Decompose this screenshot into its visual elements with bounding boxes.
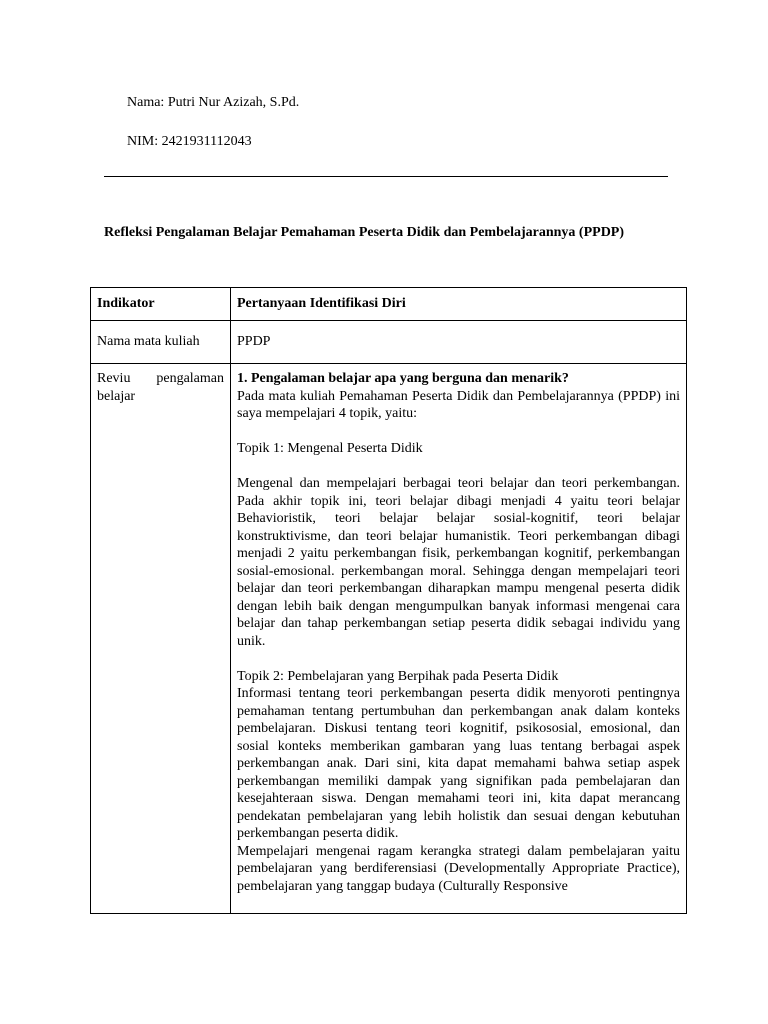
course-value: PPDP [231, 321, 687, 364]
table-row [91, 321, 687, 364]
reflection-table [90, 287, 687, 914]
document-title: Refleksi Pengalaman Belajar Pemahaman Peserta Didik dan Pembelajarannya (PPDP) [104, 225, 625, 240]
table-header-row [91, 288, 687, 321]
header-divider [104, 176, 668, 177]
topic1-body: Mengenal dan mempelajari berbagai teori belajar dan teori perkembangan. Pada akhir topik ini, teori belajar dibagi menjadi 4 yaitu teori belajar Behavioristik, teori belajar belajar sosial-kognitif, teori belajar konstruktivisme, dan teori belajar humanistik. Teori perkembangan dibagi menjadi 2 yaitu perkembangan fisik, perkembangan kognitif, perkembangan sosial-emosional. perkembangan moral. Sehingga dengan mempelajari teori belajar dan teori perkembangan diharapkan mampu mengenal peserta didik dengan lebih baik dengan mengumpulkan banyak informasi mengenai cara belajar dan tahap perkembangan setiap peserta didik sebagai individu yang unik. [237, 476, 680, 649]
col-pertanyaan-header: Pertanyaan Identifikasi Diri [231, 288, 687, 321]
course-label: Nama mata kuliah [91, 321, 231, 364]
review-label: Reviu pengalaman belajar [91, 364, 231, 914]
student-name: Nama: Putri Nur Azizah, S.Pd. [127, 95, 300, 110]
student-nim: NIM: 2421931112043 [127, 134, 252, 149]
review-question: 1. Pengalaman belajar apa yang berguna dan menarik? [237, 371, 569, 386]
topic2-title: Topik 2: Pembelajaran yang Berpihak pada Peserta Didik [237, 668, 559, 684]
topic2-body-continued: Mempelajari mengenai ragam kerangka strategi dalam pembelajaran yaitu pembelajaran yang berdiferensiasi (Developmentally Appropriate Practice), pembelajaran yang tanggap budaya (Culturally Responsive [237, 843, 680, 894]
col-indikator-header: Indikator [91, 288, 231, 321]
review-intro: Pada mata kuliah Pemahaman Peserta Didik dan Pembelajarannya (PPDP) ini saya mempelajari 4 topik, yaitu: [237, 388, 680, 421]
topic2-body: Informasi tentang teori perkembangan peserta didik menyoroti pentingnya pemahaman tentang pertumbuhan dan perkembangan anak dalam konteks pembelajaran. Diskusi tentang teori kognitif, psikososial, emosional, dan sosial konteks memberikan gambaran yang luas tentang berbagai aspek perkembangan anak. Dari sini, kita dapat memahami bahwa setiap aspek perkembangan memiliki dampak yang signifikan pada pembelajaran dan kesejahteraan siswa. Dengan memahami teori ini, kita dapat merancang pendekatan pembelajaran yang lebih holistik dan sesuai dengan kebutuhan perkembangan peserta didik. [237, 686, 680, 841]
table-row [91, 364, 687, 914]
review-content [231, 364, 687, 914]
topic1-title: Topik 1: Mengenal Peserta Didik [237, 441, 423, 456]
